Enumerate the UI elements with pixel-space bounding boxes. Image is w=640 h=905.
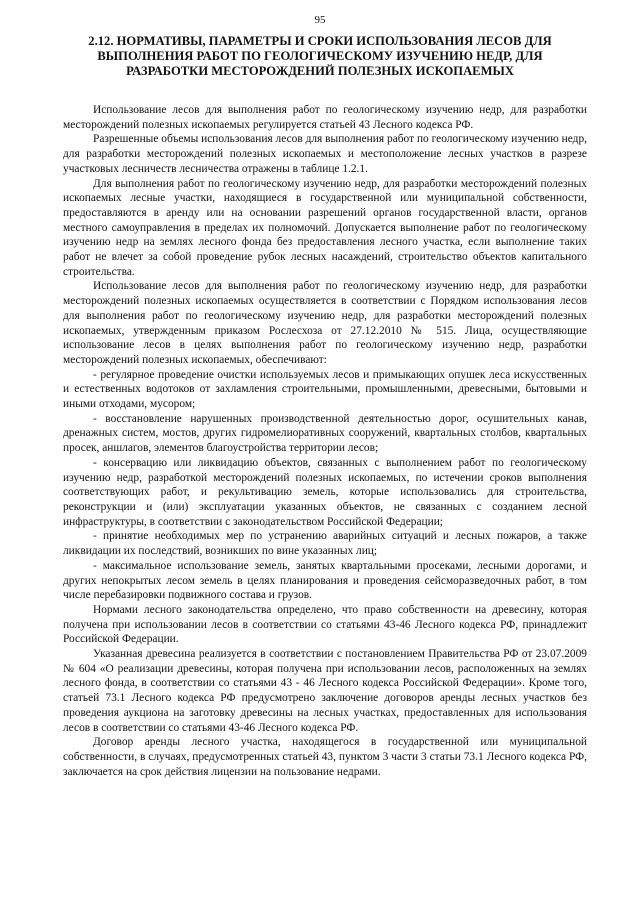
section-heading: 2.12. НОРМАТИВЫ, ПАРАМЕТРЫ И СРОКИ ИСПОЛЬЗОВАНИЯ ЛЕСОВ ДЛЯ ВЫПОЛНЕНИЯ РАБОТ ПО ГЕОЛОГИЧЕСКОМУ ИЗУЧЕНИЮ НЕДР, ДЛЯ РАЗРАБОТКИ МЕСТОРОЖДЕНИЙ ПОЛЕЗНЫХ ИСКОПАЕМЫХ (88, 34, 552, 78)
list-item: - консервацию или ликвидацию объектов, связанных с выполнением работ по геологическому изучению недр, разработкой месторождений полезных ископаемых, по истечении сроков выполнения соответствующих работ, и рекультивацию земель, которые использовались для строительства, реконструкции и (или) эксплуатации указанных объектов, не связанных с созданием лесной инфраструктуры, в соответствии с законодательством Российской Федерации; (63, 456, 587, 528)
paragraph: Нормами лесного законодательства определено, что право собственности на древесину, которая получена при использовании лесов в соответствии со статьями 43-46 Лесного кодекса РФ, принадлежит Российской Федерации. (63, 603, 587, 646)
body-text (63, 103, 587, 779)
paragraph: Разрешенные объемы использования лесов для выполнения работ по геологическому изучению недр, для разработки месторождений полезных ископаемых и местоположение лесных участков в разрезе участковых лесничеств лесничества отражены в таблице 1.2.1. (63, 133, 587, 175)
page-number: 95 (314, 14, 326, 26)
paragraph: Для выполнения работ по геологическому изучению недр, для разработки месторождений полезных ископаемых лесные участки, находящиеся в государственной или муниципальной собственности, предоставляются в аренду или на основании разрешений органов государственной власти, органов местного самоуправления в пределах их полномочий. Допускается выполнение работ по геологическому изучению недр на землях лесного фонда без предоставления лесного участка, если выполнение таких работ не влечет за собой проведение рубок лесных насаждений, строительство объектов капитального строительства. (63, 177, 587, 278)
list-item: - восстановление нарушенных производственной деятельностью дорог, осушительных канав, дренажных систем, мостов, других гидромелиоративных сооружений, квартальных столбов, квартальных просек, аншлагов, элементов благоустройства территории лесов; (63, 412, 587, 455)
list-item: - максимальное использование земель, занятых квартальными просеками, лесными дорогами, и других непокрытых лесом земель в целях планирования и проведения сейсморазведочных работ, в том числе перебазировки подвижного состава и грузов. (63, 559, 587, 602)
paragraph: Указанная древесина реализуется в соответствии с постановлением Правительства РФ от 23.07.2009 № 604 «О реализации древесины, которая получена при использовании лесов, расположенных на землях лесного фонда, в соответствии со статьями 43 - 46 Лесного кодекса Российской Федерации». Кроме того, статьей 73.1 Лесного кодекса РФ предусмотрено заключение договоров аренды лесных участков без проведения аукциона на заготовку древесины на лесных участках, предоставленных для использования лесов в соответствии со статьями 43-46 Лесного кодекса РФ. (63, 648, 587, 734)
list-item: - регулярное проведение очистки используемых лесов и примыкающих опушек леса искусственных и естественных водотоков от захламления строительными, промышленными, древесными, бытовыми и иными отходами, мусором; (63, 368, 587, 411)
paragraph: Договор аренды лесного участка, находящегося в государственной или муниципальной собственности, в случаях, предусмотренных статьей 43, пунктом 3 части 3 статьи 73.1 Лесного кодекса РФ, заключается на срок действия лицензии на пользование недрами. (63, 736, 587, 778)
paragraph: Использование лесов для выполнения работ по геологическому изучению недр, для разработки месторождений полезных ископаемых регулируется статьей 43 Лесного кодекса РФ. (63, 104, 587, 131)
list-item: - принятие необходимых мер по устранению аварийных ситуаций и лесных пожаров, а также ликвидации их последствий, возникших по вине указанных лиц; (63, 530, 587, 558)
paragraph: Использование лесов для выполнения работ по геологическому изучению недр, для разработки месторождений полезных ископаемых осуществляется в соответствии с Порядком использования лесов для выполнения работ по геологическому изучению недр, для разработки месторождений полезных ископаемых, утвержденным приказом Рослесхоза от 27.12.2010 № 515. Лица, осуществляющие использование лесов в целях выполнения работ по геологическому изучению недр, разработки месторождений полезных ископаемых, обеспечивают: (63, 280, 587, 366)
